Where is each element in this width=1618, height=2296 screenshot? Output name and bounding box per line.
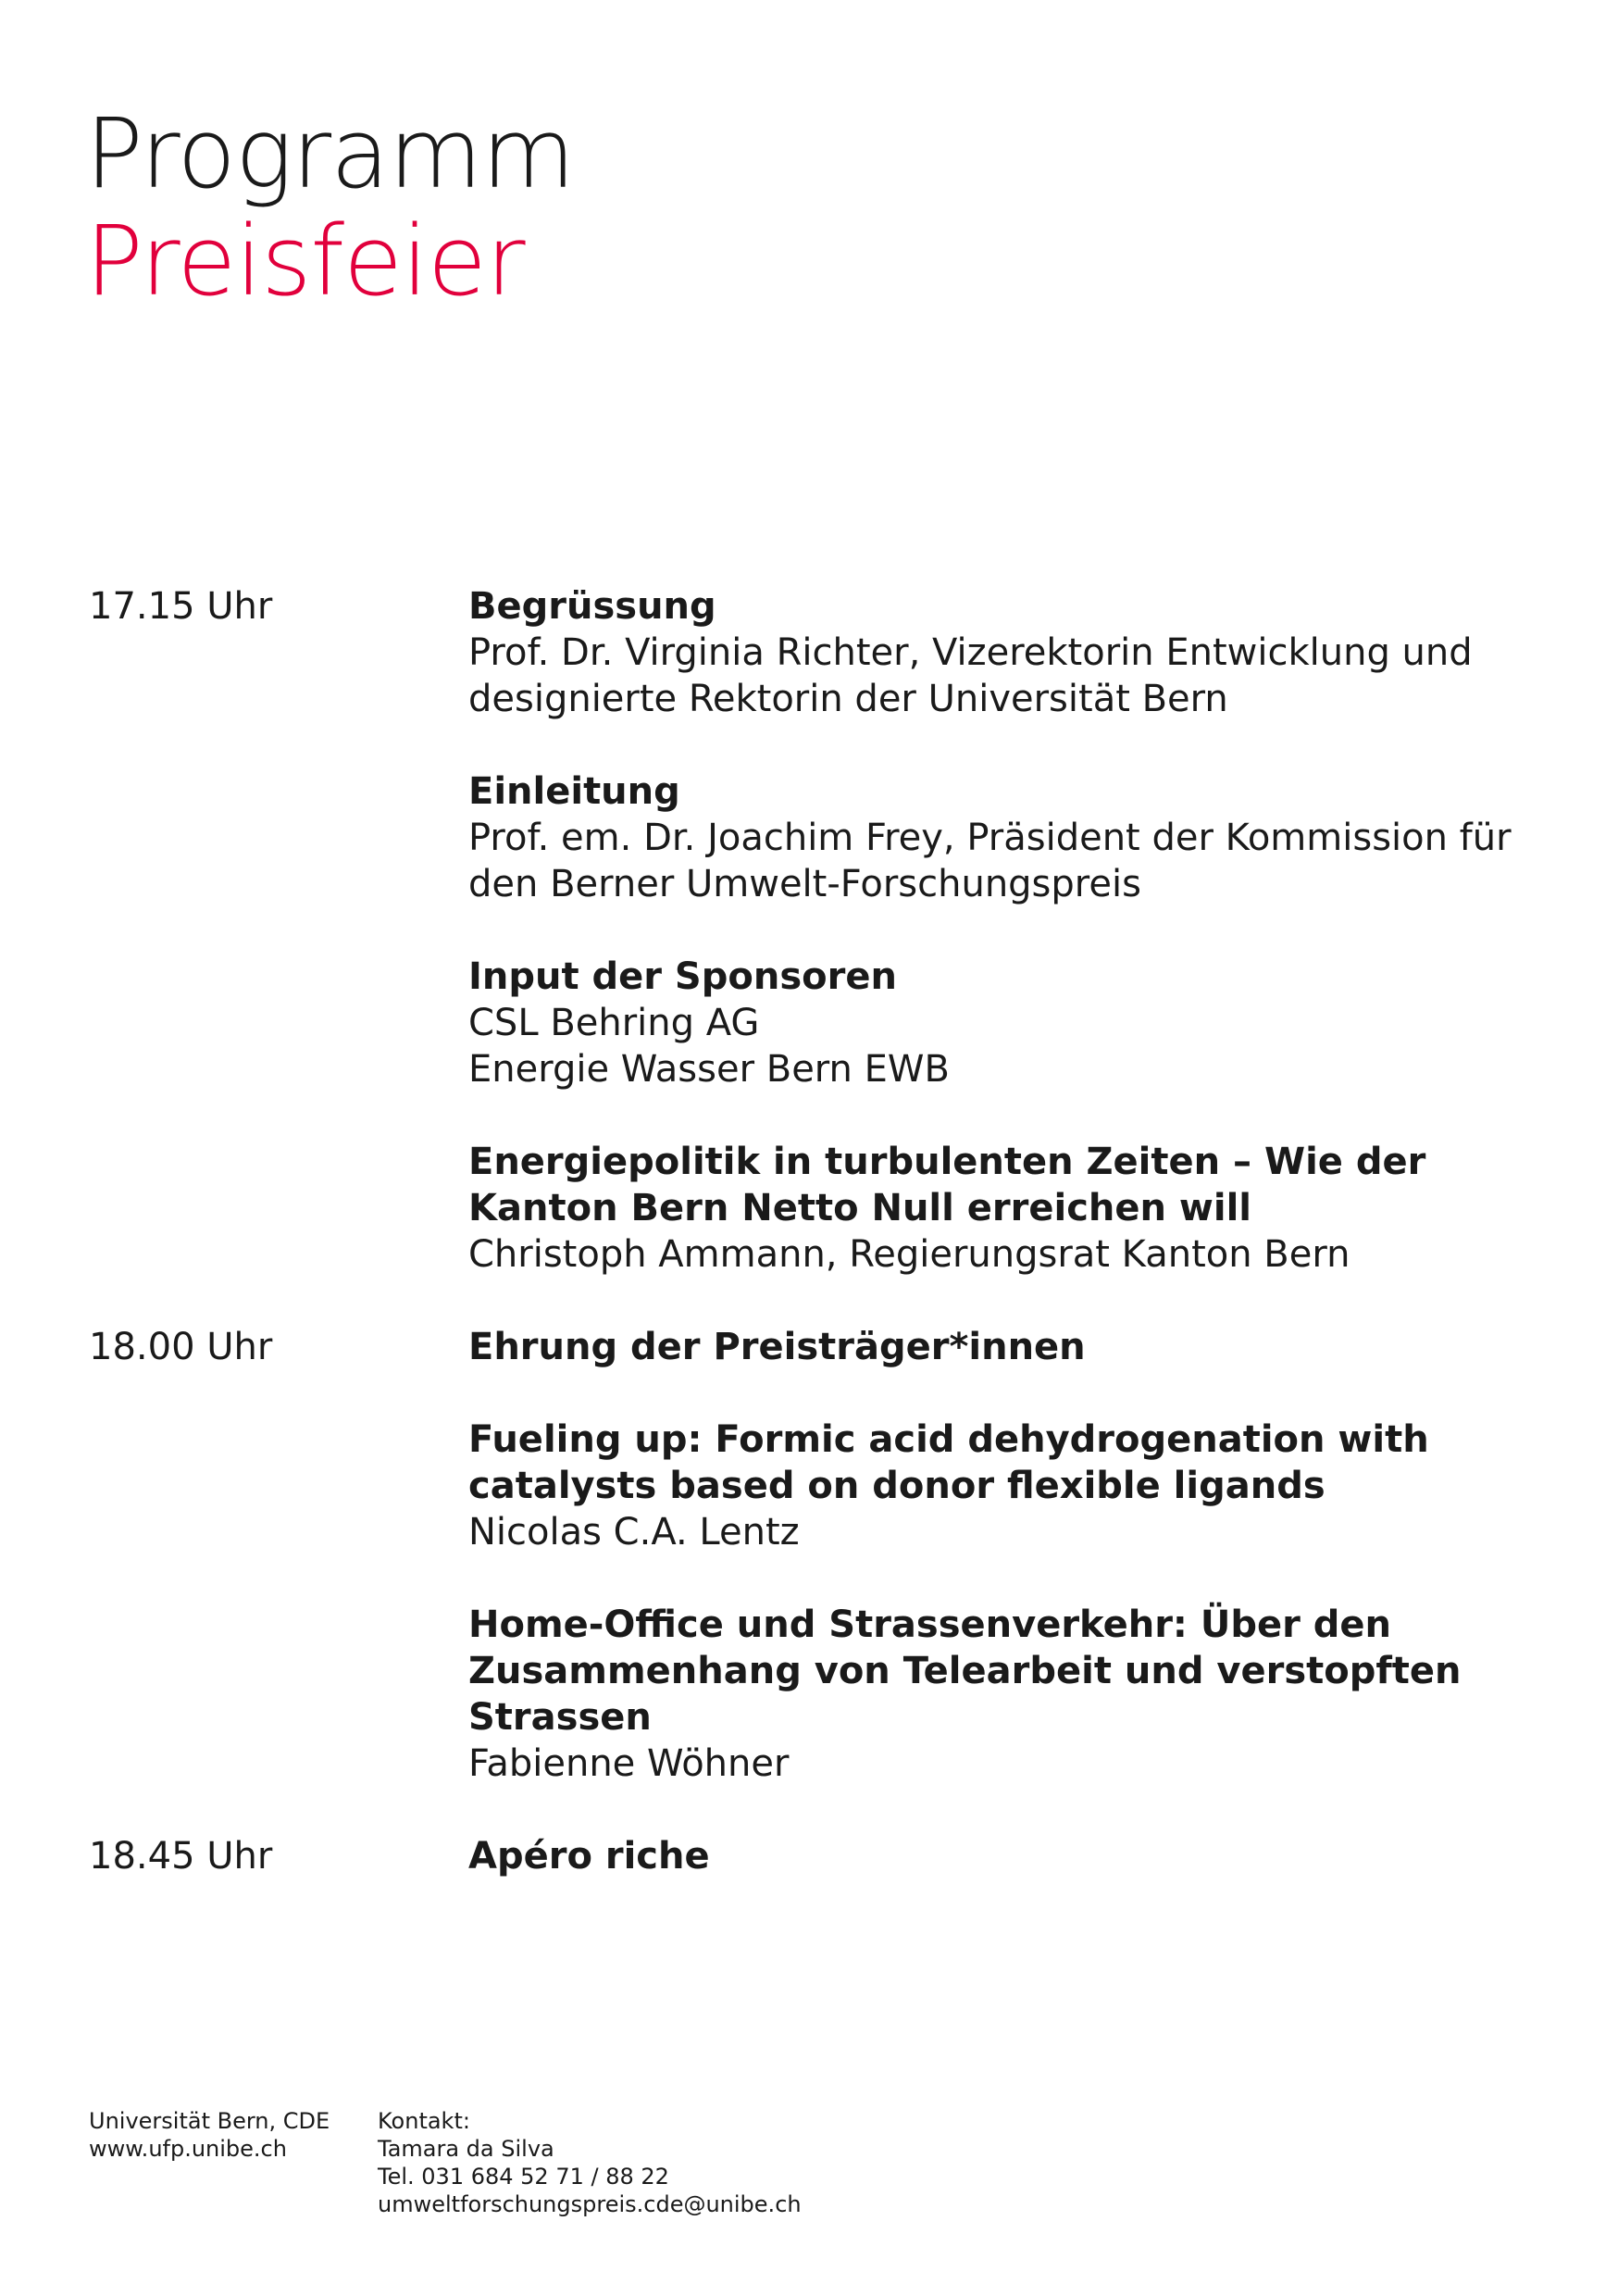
item-detail: Prof. Dr. Virginia Richter, Vizerektorin Entwicklung und — [468, 631, 1473, 674]
program-item — [468, 1324, 1561, 1370]
item-title: Fueling up: Formic acid dehydrogenation with catalysts based on donor flexible ligands — [468, 1418, 1429, 1507]
item-detail: den Berner Umwelt-Forschungspreis — [468, 863, 1141, 905]
footer-institution — [89, 2107, 330, 2163]
item-title: Energiepolitik in turbulenten Zeiten – Wie der Kanton Bern Netto Null erreichen will — [468, 1141, 1426, 1229]
footer-line: Universität Bern, CDE — [89, 2108, 330, 2134]
page-title — [85, 97, 575, 318]
item-title: Begrüssung — [468, 585, 716, 628]
slot-items — [468, 1833, 1561, 1879]
slot-items — [468, 1324, 1561, 1787]
slot-time: 18.00 Uhr — [89, 1326, 273, 1368]
program-item — [468, 1139, 1561, 1278]
schedule-slot — [89, 1833, 1533, 1879]
item-detail: Christoph Ammann, Regierungsrat Kanton Bern — [468, 1233, 1350, 1276]
item-detail: Energie Wasser Bern EWB — [468, 1048, 950, 1091]
footer-line: Tel. 031 684 52 71 / 88 22 — [378, 2164, 669, 2190]
item-title: Home-Office und Strassenverkehr: Über den Zusammenhang von Telearbeit und verstopften Strassen — [468, 1603, 1462, 1739]
program-item — [468, 1416, 1561, 1555]
item-title: Input der Sponsoren — [468, 955, 897, 998]
item-detail: CSL Behring AG — [468, 1002, 760, 1044]
footer-line: umweltforschungspreis.cde@unibe.ch — [378, 2191, 802, 2217]
item-title: Einleitung — [468, 770, 680, 813]
schedule-slot — [89, 583, 1533, 1278]
slot-items — [468, 583, 1561, 1278]
program-item — [468, 768, 1561, 907]
footer-line: Tamara da Silva — [378, 2136, 554, 2162]
item-detail: designierte Rektorin der Universität Bern — [468, 678, 1228, 720]
item-title: Apéro riche — [468, 1835, 710, 1878]
program-item — [468, 1833, 1561, 1879]
slot-time: 17.15 Uhr — [89, 585, 273, 628]
footer-line: www.ufp.unibe.ch — [89, 2136, 287, 2162]
item-title: Ehrung der Preisträger*innen — [468, 1326, 1086, 1368]
footer-contact — [378, 2107, 802, 2218]
program-schedule — [89, 583, 1533, 1926]
program-item — [468, 954, 1561, 1092]
item-detail: Nicolas C.A. Lentz — [468, 1511, 800, 1554]
schedule-slot — [89, 1324, 1533, 1787]
item-detail: Prof. em. Dr. Joachim Frey, Präsident der Kommission für — [468, 817, 1512, 859]
slot-time: 18.45 Uhr — [89, 1835, 273, 1878]
footer-line: Kontakt: — [378, 2108, 470, 2134]
program-item — [468, 583, 1561, 722]
title-programm: Programm — [85, 97, 575, 210]
item-detail: Fabienne Wöhner — [468, 1742, 790, 1785]
title-preisfeier: Preisfeier — [85, 205, 525, 318]
program-item — [468, 1602, 1561, 1787]
